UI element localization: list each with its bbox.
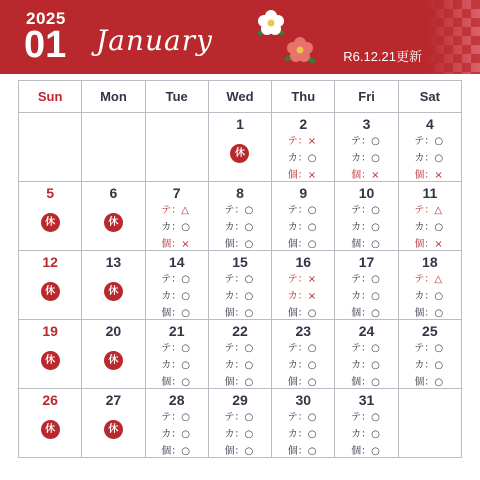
service-label: カ xyxy=(351,360,362,371)
holiday-badge: 休 xyxy=(104,420,123,439)
service-label: テ xyxy=(414,343,425,354)
day-number: 23 xyxy=(295,323,312,339)
service-label: カ xyxy=(224,222,235,233)
service-row: テ：○ xyxy=(146,272,208,288)
day-cell-19 xyxy=(19,320,82,389)
service-status: ○ xyxy=(371,446,380,457)
service-row: テ：× xyxy=(272,272,334,288)
weekday-header-tue: Tue xyxy=(146,81,209,113)
day-cell-empty xyxy=(399,389,462,458)
holiday-badge: 休 xyxy=(104,213,123,232)
service-status: ○ xyxy=(371,360,380,371)
service-label: カ xyxy=(287,153,298,164)
service-row: カ：○ xyxy=(335,289,397,305)
service-status: × xyxy=(307,274,317,285)
service-status: ○ xyxy=(307,308,317,319)
day-cell-8 xyxy=(209,182,272,251)
service-status: ○ xyxy=(181,446,190,457)
red-camellia-icon xyxy=(284,36,316,66)
service-status: ○ xyxy=(181,222,190,233)
service-status: ○ xyxy=(244,291,254,302)
service-label: 個 xyxy=(287,377,298,388)
weekday-header-sat: Sat xyxy=(399,81,462,113)
service-status: ○ xyxy=(371,429,380,440)
service-status: ○ xyxy=(244,308,254,319)
service-label: 個 xyxy=(224,446,235,457)
service-status: × xyxy=(371,170,380,181)
service-status: ○ xyxy=(307,429,317,440)
service-row: テ：△ xyxy=(399,203,461,219)
day-cell-30 xyxy=(272,389,335,458)
day-cell-1 xyxy=(209,113,272,182)
service-row: 個：○ xyxy=(335,444,397,458)
service-status: ○ xyxy=(434,291,444,302)
service-status: ○ xyxy=(244,360,254,371)
service-label: 個 xyxy=(351,446,362,457)
day-number: 29 xyxy=(232,392,248,408)
service-label: 個 xyxy=(287,239,298,250)
service-status: ○ xyxy=(244,274,254,285)
day-cell-6 xyxy=(82,182,145,251)
service-status: × xyxy=(181,239,190,250)
calendar-header xyxy=(0,0,480,74)
service-label: 個 xyxy=(351,377,362,388)
day-number: 17 xyxy=(358,254,375,270)
service-status: ○ xyxy=(244,412,254,423)
service-status: ○ xyxy=(181,343,190,354)
service-label: 個 xyxy=(161,308,172,319)
service-label: 個 xyxy=(287,170,298,181)
service-label: 個 xyxy=(351,239,362,250)
service-label: 個 xyxy=(414,239,425,250)
service-label: テ xyxy=(224,343,235,354)
service-label: カ xyxy=(287,222,298,233)
day-cell-3 xyxy=(335,113,398,182)
service-status: × xyxy=(307,170,317,181)
service-label: テ xyxy=(161,274,172,285)
service-label: テ xyxy=(287,136,298,147)
service-label: テ xyxy=(414,136,425,147)
day-number: 24 xyxy=(358,323,375,339)
day-cell-27 xyxy=(82,389,145,458)
service-label: 個 xyxy=(224,308,235,319)
day-number: 27 xyxy=(105,392,122,408)
holiday-badge: 休 xyxy=(104,282,123,301)
service-status: ○ xyxy=(307,343,317,354)
service-label: 個 xyxy=(351,308,362,319)
day-number: 6 xyxy=(109,185,118,201)
day-number: 4 xyxy=(425,116,434,132)
service-row: 個：× xyxy=(399,237,461,251)
service-row: テ：○ xyxy=(209,341,271,357)
day-cell-11 xyxy=(399,182,462,251)
service-status: △ xyxy=(434,274,443,285)
service-status: ○ xyxy=(244,343,254,354)
service-status: △ xyxy=(181,205,189,216)
weekday-header-thu: Thu xyxy=(272,81,335,113)
service-status: ○ xyxy=(371,239,380,250)
service-status: × xyxy=(434,239,443,250)
service-row: 個：○ xyxy=(272,375,334,389)
day-number: 13 xyxy=(105,254,122,270)
day-number: 31 xyxy=(358,392,375,408)
day-cell-24 xyxy=(335,320,398,389)
service-row: テ：○ xyxy=(335,272,397,288)
service-row: カ：○ xyxy=(272,220,334,236)
service-row: テ：○ xyxy=(399,134,461,150)
service-row: 個：○ xyxy=(399,306,461,320)
service-label: テ xyxy=(287,274,298,285)
service-label: 個 xyxy=(224,377,235,388)
holiday-badge: 休 xyxy=(41,420,60,439)
service-row: テ：△ xyxy=(146,203,208,219)
service-status: △ xyxy=(434,205,443,216)
service-status: ○ xyxy=(434,222,444,233)
service-status: ○ xyxy=(371,136,380,147)
service-label: テ xyxy=(287,343,298,354)
service-row: 個：○ xyxy=(146,306,208,320)
service-status: ○ xyxy=(371,412,380,423)
day-number: 28 xyxy=(168,392,185,408)
service-row: カ：○ xyxy=(146,220,208,236)
service-row: テ：× xyxy=(272,134,334,150)
service-label: カ xyxy=(414,291,425,302)
service-label: カ xyxy=(287,291,298,302)
day-cell-20 xyxy=(82,320,145,389)
holiday-badge: 休 xyxy=(41,282,60,301)
service-row: テ：○ xyxy=(335,134,397,150)
weekday-header-wed: Wed xyxy=(209,81,272,113)
service-label: テ xyxy=(351,205,362,216)
service-status: ○ xyxy=(244,446,254,457)
service-label: 個 xyxy=(161,377,172,388)
service-row: カ：○ xyxy=(335,358,397,374)
service-status: ○ xyxy=(307,360,317,371)
day-number: 3 xyxy=(362,116,371,132)
service-status: ○ xyxy=(181,308,190,319)
weekday-header-fri: Fri xyxy=(335,81,398,113)
service-row: 個：× xyxy=(146,237,208,251)
service-row: 個：× xyxy=(399,168,461,182)
holiday-badge: 休 xyxy=(41,213,60,232)
day-cell-22 xyxy=(209,320,272,389)
day-number: 21 xyxy=(168,323,185,339)
service-label: テ xyxy=(287,412,298,423)
service-status: ○ xyxy=(181,429,190,440)
service-row: 個：○ xyxy=(335,375,397,389)
service-row: 個：× xyxy=(335,168,397,182)
service-row: カ：○ xyxy=(272,427,334,443)
day-number: 11 xyxy=(422,185,438,201)
service-label: テ xyxy=(161,343,172,354)
service-status: ○ xyxy=(371,222,380,233)
service-label: カ xyxy=(161,360,172,371)
day-cell-25 xyxy=(399,320,462,389)
service-label: 個 xyxy=(351,170,362,181)
service-row: カ：○ xyxy=(399,220,461,236)
service-row: 個：× xyxy=(272,168,334,182)
day-number: 1 xyxy=(236,116,244,132)
service-label: カ xyxy=(161,429,172,440)
service-label: 個 xyxy=(287,308,298,319)
service-label: カ xyxy=(414,360,425,371)
service-label: カ xyxy=(351,153,362,164)
service-row: カ：○ xyxy=(335,427,397,443)
service-status: ○ xyxy=(181,274,190,285)
service-label: 個 xyxy=(414,308,425,319)
day-cell-18 xyxy=(399,251,462,320)
service-label: カ xyxy=(224,429,235,440)
service-row: カ：○ xyxy=(272,358,334,374)
service-status: ○ xyxy=(307,222,317,233)
day-cell-29 xyxy=(209,389,272,458)
service-row: カ：○ xyxy=(146,358,208,374)
day-number: 20 xyxy=(105,323,122,339)
service-label: カ xyxy=(287,360,298,371)
service-status: ○ xyxy=(371,274,380,285)
day-number: 8 xyxy=(236,185,244,201)
service-status: ○ xyxy=(307,377,317,388)
service-row: テ：○ xyxy=(335,341,397,357)
service-status: ○ xyxy=(371,343,380,354)
day-cell-12 xyxy=(19,251,82,320)
service-status: ○ xyxy=(307,153,317,164)
service-row: カ：○ xyxy=(209,289,271,305)
day-cell-empty xyxy=(19,113,82,182)
service-row: 個：○ xyxy=(272,237,334,251)
service-row: カ：○ xyxy=(146,289,208,305)
service-label: カ xyxy=(351,291,362,302)
service-label: テ xyxy=(351,343,362,354)
day-number: 7 xyxy=(172,185,181,201)
calendar-grid xyxy=(18,80,462,458)
day-cell-16 xyxy=(272,251,335,320)
service-row: カ：○ xyxy=(335,220,397,236)
service-label: テ xyxy=(161,205,172,216)
service-row: テ：○ xyxy=(146,341,208,357)
service-row: カ：× xyxy=(272,289,334,305)
service-row: 個：○ xyxy=(335,306,397,320)
service-label: テ xyxy=(287,205,298,216)
service-row: テ：○ xyxy=(272,203,334,219)
day-cell-28 xyxy=(146,389,209,458)
service-label: カ xyxy=(161,222,172,233)
service-status: ○ xyxy=(371,308,380,319)
service-row: 個：○ xyxy=(146,444,208,458)
service-label: カ xyxy=(224,291,235,302)
service-label: カ xyxy=(351,222,362,233)
service-row: 個：○ xyxy=(335,237,397,251)
service-row: テ：○ xyxy=(209,410,271,426)
service-label: 個 xyxy=(161,239,172,250)
day-number: 30 xyxy=(295,392,312,408)
day-cell-4 xyxy=(399,113,462,182)
service-row: 個：○ xyxy=(399,375,461,389)
service-row: カ：○ xyxy=(146,427,208,443)
day-cell-9 xyxy=(272,182,335,251)
service-row: テ：○ xyxy=(335,410,397,426)
service-label: カ xyxy=(351,429,362,440)
service-row: テ：○ xyxy=(335,203,397,219)
service-row: テ：○ xyxy=(272,410,334,426)
day-cell-empty xyxy=(82,113,145,182)
day-cell-empty xyxy=(146,113,209,182)
service-status: ○ xyxy=(181,412,190,423)
service-label: カ xyxy=(414,222,425,233)
service-row: テ：○ xyxy=(146,410,208,426)
holiday-badge: 休 xyxy=(41,351,60,370)
day-number: 9 xyxy=(299,185,308,201)
service-status: ○ xyxy=(244,205,254,216)
service-label: テ xyxy=(351,412,362,423)
day-cell-31 xyxy=(335,389,398,458)
revision-date: R6.12.21更新 xyxy=(343,49,422,64)
service-status: × xyxy=(434,170,443,181)
service-label: カ xyxy=(161,291,172,302)
service-status: × xyxy=(307,291,317,302)
service-status: ○ xyxy=(244,239,254,250)
service-status: ○ xyxy=(434,360,444,371)
day-number: 2 xyxy=(299,116,308,132)
service-status: ○ xyxy=(244,429,254,440)
day-number: 12 xyxy=(42,254,58,270)
day-number: 18 xyxy=(422,254,438,270)
service-label: テ xyxy=(224,205,235,216)
service-status: ○ xyxy=(371,291,380,302)
day-number: 22 xyxy=(232,323,248,339)
checker-pattern xyxy=(426,0,480,74)
service-label: テ xyxy=(414,274,425,285)
month-name: January xyxy=(96,24,213,57)
day-cell-10 xyxy=(335,182,398,251)
service-row: 個：○ xyxy=(146,375,208,389)
day-cell-13 xyxy=(82,251,145,320)
service-row: 個：○ xyxy=(209,375,271,389)
service-label: テ xyxy=(351,274,362,285)
day-number: 5 xyxy=(46,185,55,201)
service-row: カ：○ xyxy=(399,151,461,167)
service-row: 個：○ xyxy=(209,444,271,458)
service-row: テ：○ xyxy=(209,272,271,288)
service-label: カ xyxy=(224,360,235,371)
white-camellia-icon xyxy=(256,8,286,38)
day-cell-15 xyxy=(209,251,272,320)
day-cell-2 xyxy=(272,113,335,182)
service-row: テ：○ xyxy=(209,203,271,219)
service-row: テ：△ xyxy=(399,272,461,288)
day-number: 16 xyxy=(295,254,312,270)
year-label: 2025 xyxy=(26,9,66,28)
service-row: カ：○ xyxy=(209,220,271,236)
weekday-header-mon: Mon xyxy=(82,81,145,113)
service-row: カ：○ xyxy=(272,151,334,167)
day-number: 15 xyxy=(232,254,248,270)
service-status: ○ xyxy=(307,205,317,216)
day-cell-21 xyxy=(146,320,209,389)
service-label: 個 xyxy=(287,446,298,457)
service-label: 個 xyxy=(161,446,172,457)
service-status: ○ xyxy=(307,412,317,423)
service-label: 個 xyxy=(224,239,235,250)
service-status: × xyxy=(307,136,317,147)
day-cell-26 xyxy=(19,389,82,458)
service-status: ○ xyxy=(181,377,190,388)
day-number: 25 xyxy=(422,323,438,339)
service-label: 個 xyxy=(414,170,425,181)
service-label: カ xyxy=(414,153,425,164)
service-row: カ：○ xyxy=(399,289,461,305)
service-row: 個：○ xyxy=(272,306,334,320)
weekday-header-sun: Sun xyxy=(19,81,82,113)
service-row: カ：○ xyxy=(209,427,271,443)
service-row: テ：○ xyxy=(399,341,461,357)
service-status: ○ xyxy=(434,308,444,319)
day-cell-7 xyxy=(146,182,209,251)
day-number: 14 xyxy=(168,254,185,270)
service-row: テ：○ xyxy=(272,341,334,357)
service-status: ○ xyxy=(434,136,444,147)
holiday-badge: 休 xyxy=(230,144,249,163)
holiday-badge: 休 xyxy=(104,351,123,370)
service-label: テ xyxy=(351,136,362,147)
day-cell-14 xyxy=(146,251,209,320)
service-label: テ xyxy=(224,274,235,285)
day-cell-23 xyxy=(272,320,335,389)
service-status: ○ xyxy=(434,343,444,354)
service-status: ○ xyxy=(181,360,190,371)
service-label: カ xyxy=(287,429,298,440)
service-row: カ：○ xyxy=(399,358,461,374)
service-row: カ：○ xyxy=(335,151,397,167)
day-number: 26 xyxy=(42,392,58,408)
service-status: ○ xyxy=(371,205,380,216)
service-label: テ xyxy=(224,412,235,423)
day-cell-5 xyxy=(19,182,82,251)
service-status: ○ xyxy=(434,153,444,164)
service-status: ○ xyxy=(181,291,190,302)
day-number: 10 xyxy=(358,185,375,201)
service-status: ○ xyxy=(307,446,317,457)
day-cell-17 xyxy=(335,251,398,320)
service-status: ○ xyxy=(244,222,254,233)
day-number: 19 xyxy=(42,323,58,339)
service-status: ○ xyxy=(307,239,317,250)
service-status: ○ xyxy=(371,153,380,164)
month-number: 01 xyxy=(24,24,67,66)
service-label: テ xyxy=(414,205,425,216)
service-row: 個：○ xyxy=(209,237,271,251)
service-label: 個 xyxy=(414,377,425,388)
service-label: テ xyxy=(161,412,172,423)
service-row: 個：○ xyxy=(272,444,334,458)
service-row: 個：○ xyxy=(209,306,271,320)
service-status: ○ xyxy=(434,377,444,388)
service-status: ○ xyxy=(371,377,380,388)
service-status: ○ xyxy=(244,377,254,388)
service-row: カ：○ xyxy=(209,358,271,374)
